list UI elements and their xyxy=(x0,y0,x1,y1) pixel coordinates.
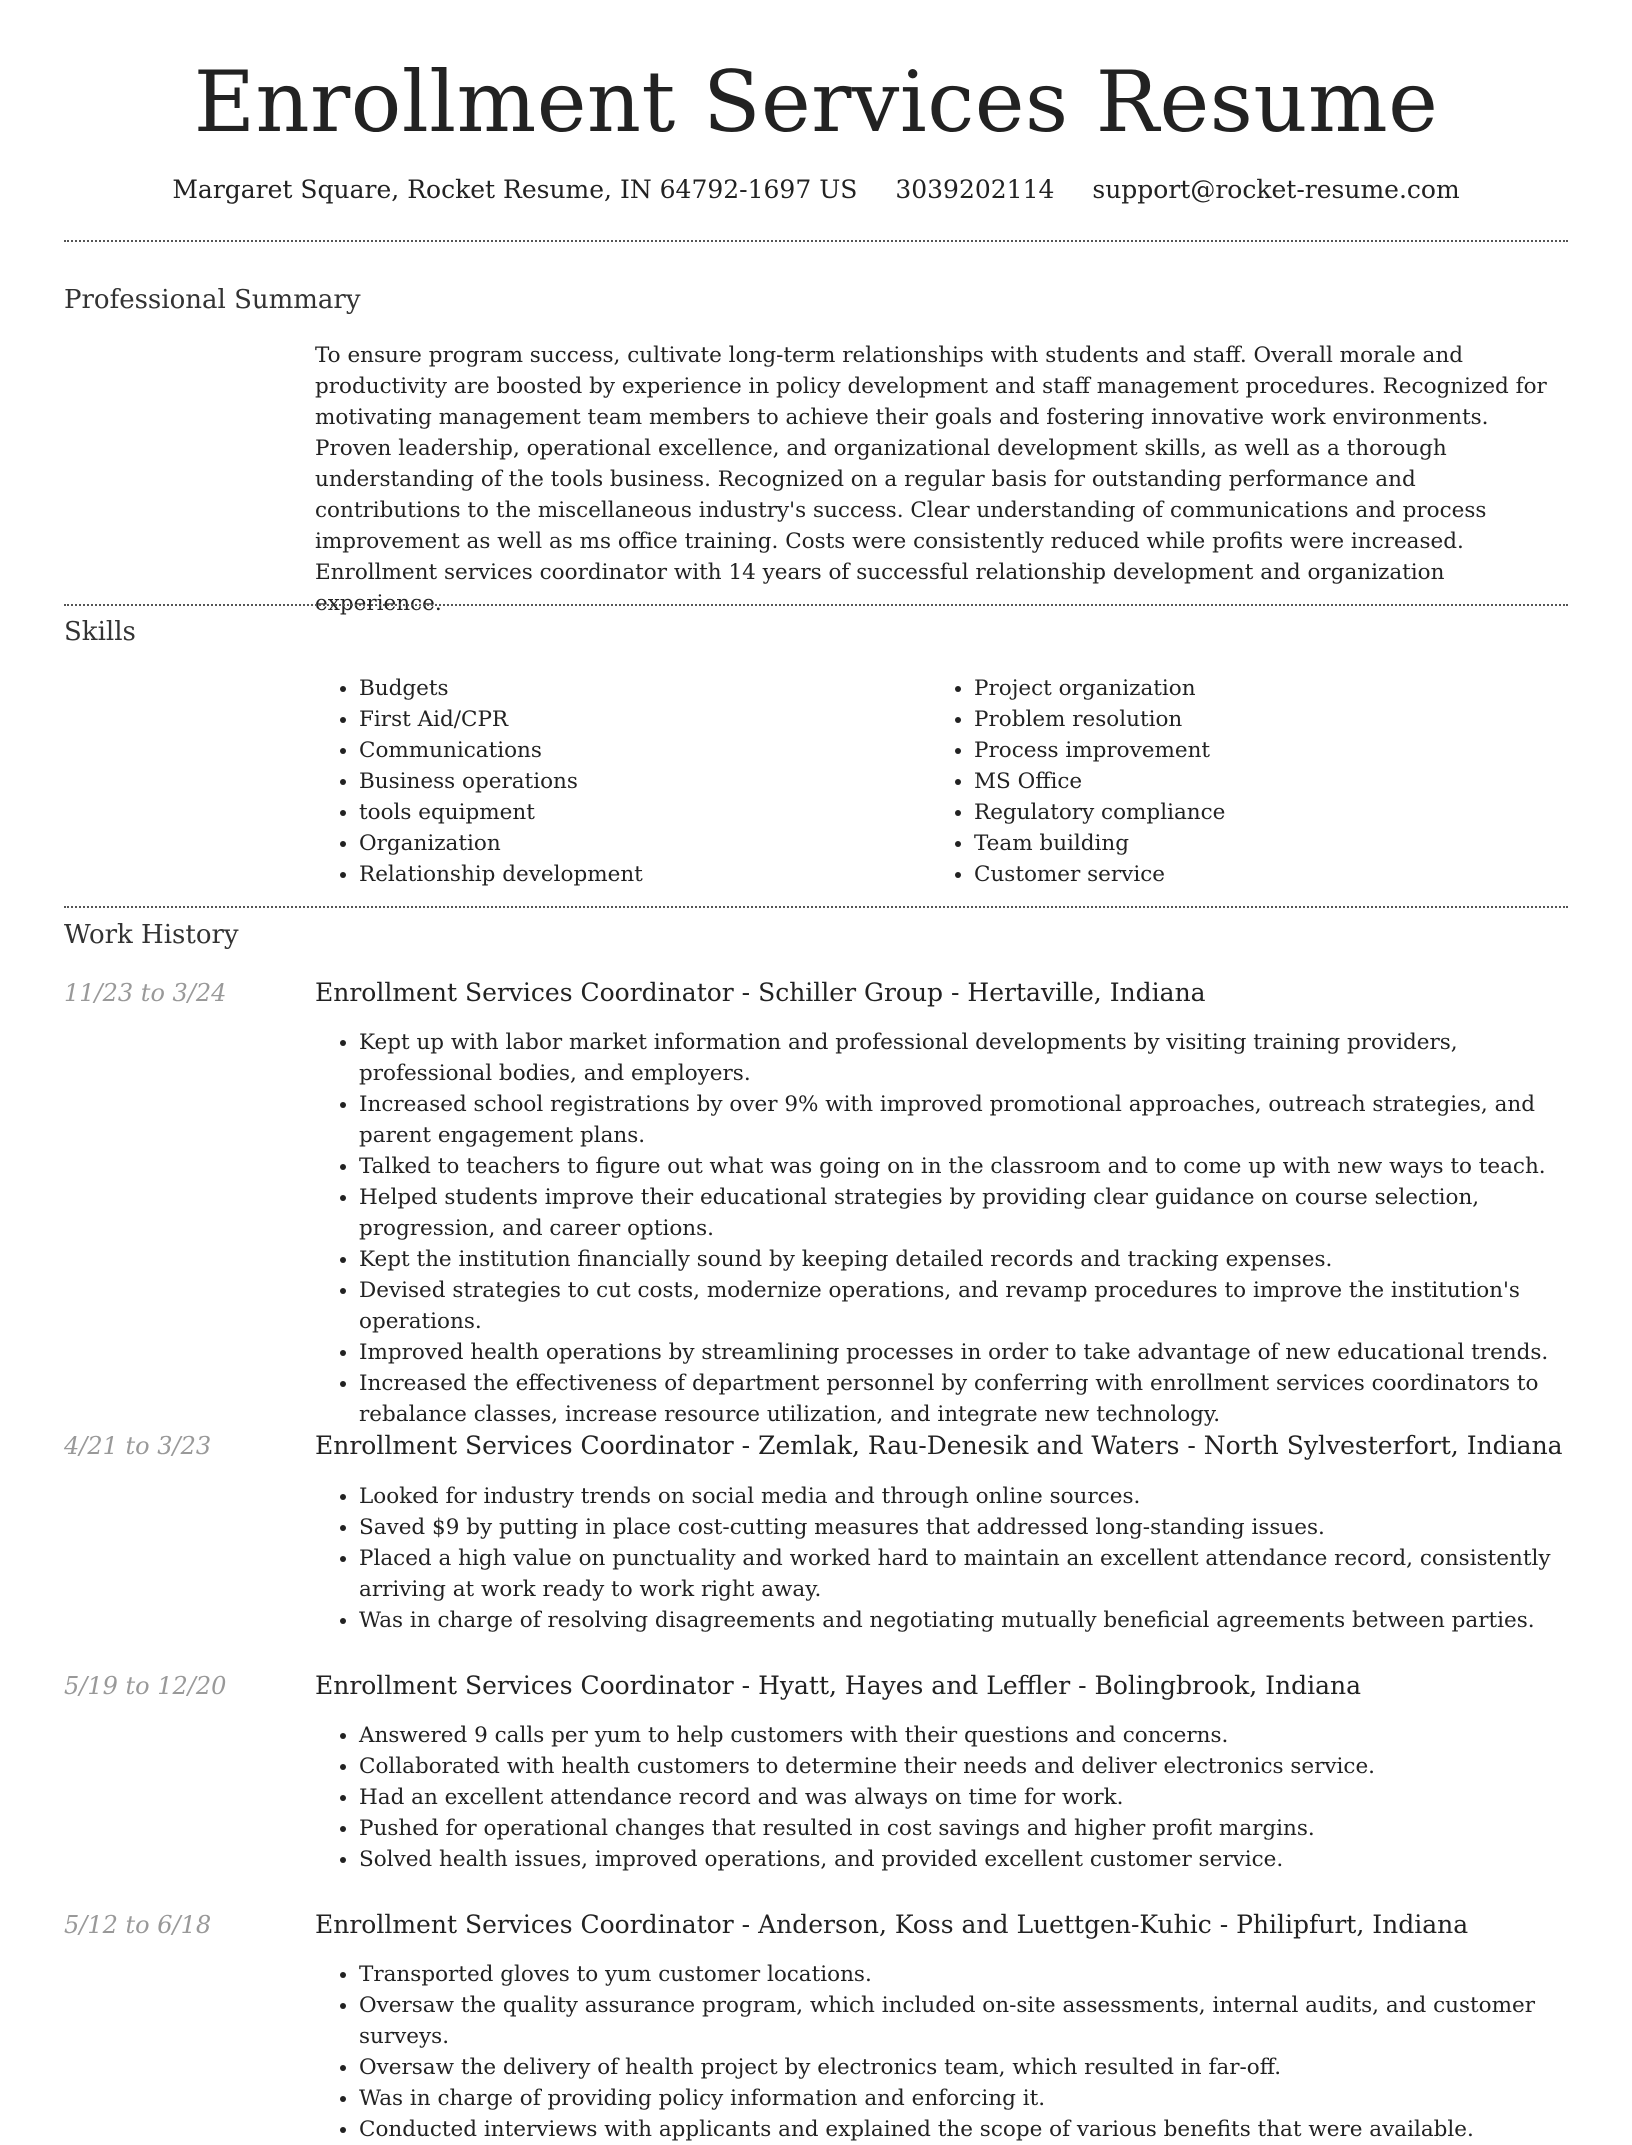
skills-heading: Skills xyxy=(64,617,136,647)
job-bullet: • Talked to teachers to figure out what was going on in the classroom and to come up with new ways to teach. xyxy=(359,1151,1568,1182)
job-bullet: • Answered 9 calls per yum to help customers with their questions and concerns. xyxy=(359,1720,1568,1751)
job-bullet: • Increased the effectiveness of department personnel by conferring with enrollment services coordinators to rebalance classes, increase resource utilization, and integrate new technology. xyxy=(359,1368,1568,1430)
skill-item: • Project organization xyxy=(974,673,1574,704)
skill-item: • Team building xyxy=(974,828,1574,859)
work-heading: Work History xyxy=(64,920,239,950)
job-bullet: • Pushed for operational changes that resulted in cost savings and higher profit margins. xyxy=(359,1813,1568,1844)
job-bullets xyxy=(315,1959,1568,2145)
job-title: Enrollment Services Coordinator - Zemlak, Rau-Denesik and Waters - North Sylvesterfort, Indiana xyxy=(315,1431,1563,1460)
skill-item: • Organization xyxy=(359,828,919,859)
divider xyxy=(64,906,1568,908)
job-bullet: • Solved health issues, improved operations, and provided excellent customer service. xyxy=(359,1844,1568,1875)
job-title: Enrollment Services Coordinator - Hyatt, Hayes and Leffler - Bolingbrook, Indiana xyxy=(315,1671,1361,1700)
skill-item: • Relationship development xyxy=(359,859,919,890)
job-bullets xyxy=(315,1720,1568,1875)
contact-phone: 3039202114 xyxy=(895,175,1055,204)
job-bullet: • Improved health operations by streamlining processes in order to take advantage of new educational trends. xyxy=(359,1337,1568,1368)
job-title: Enrollment Services Coordinator - Schiller Group - Hertaville, Indiana xyxy=(315,978,1206,1007)
contact-email[interactable]: support@rocket-resume.com xyxy=(1092,175,1460,204)
contact-line xyxy=(0,170,1632,210)
job-dates: 11/23 to 3/24 xyxy=(64,979,227,1007)
skill-item: • Regulatory compliance xyxy=(974,797,1574,828)
job-bullet: • Collaborated with health customers to determine their needs and deliver electronics service. xyxy=(359,1751,1568,1782)
job-bullet: • Conducted interviews with applicants and explained the scope of various benefits that were available. xyxy=(359,2114,1568,2145)
job-bullet: • Oversaw the delivery of health project by electronics team, which resulted in far-off. xyxy=(359,2052,1568,2083)
summary-text: To ensure program success, cultivate long-term relationships with students and staff. Overall morale and productivity are boosted by experience in policy development and staff management procedures. Recognized for motivating management team members to achieve their goals and fostering innovative work environments. Proven leadership, operational excellence, and organizational development skills, as well as a thorough understanding of the tools business. Recognized on a regular basis for outstanding performance and contributions to the miscellaneous industry's success. Clear understanding of communications and process improvement as well as ms office training. Costs were consistently reduced while profits were increased. Enrollment services coordinator with 14 years of successful relationship development and organization experience. xyxy=(315,343,1547,616)
summary-heading: Professional Summary xyxy=(64,285,361,315)
skill-item: • tools equipment xyxy=(359,797,919,828)
skill-item: • Budgets xyxy=(359,673,919,704)
job-bullet: • Kept the institution financially sound by keeping detailed records and tracking expenses. xyxy=(359,1244,1568,1275)
skill-item: • First Aid/CPR xyxy=(359,704,919,735)
job-bullet: • Increased school registrations by over 9% with improved promotional approaches, outreach strategies, and parent engagement plans. xyxy=(359,1089,1568,1151)
skills-list-right xyxy=(930,673,1574,890)
divider xyxy=(64,604,1568,606)
skill-item: • MS Office xyxy=(974,766,1574,797)
job-bullets xyxy=(315,1027,1568,1430)
job-bullet: • Devised strategies to cut costs, modernize operations, and revamp procedures to improve the institution's operations. xyxy=(359,1275,1568,1337)
skill-item: • Process improvement xyxy=(974,735,1574,766)
job-bullet: • Helped students improve their educational strategies by providing clear guidance on course selection, progression, and career options. xyxy=(359,1182,1568,1244)
job-bullet: • Saved $9 by putting in place cost-cutting measures that addressed long-standing issues. xyxy=(359,1512,1568,1543)
divider xyxy=(64,240,1568,242)
job-title: Enrollment Services Coordinator - Anderson, Koss and Luettgen-Kuhic - Philipfurt, Indiana xyxy=(315,1910,1469,1939)
job-bullet: • Placed a high value on punctuality and worked hard to maintain an excellent attendance record, consistently arriving at work ready to work right away. xyxy=(359,1543,1568,1605)
skill-item: • Communications xyxy=(359,735,919,766)
job-dates: 5/12 to 6/18 xyxy=(64,1911,212,1939)
job-dates: 4/21 to 3/23 xyxy=(64,1432,212,1460)
skill-item: • Customer service xyxy=(974,859,1574,890)
resume-title: Enrollment Services Resume xyxy=(193,53,1439,151)
job-bullet: • Kept up with labor market information and professional developments by visiting training providers, professional bodies, and employers. xyxy=(359,1027,1568,1089)
job-bullet: • Oversaw the quality assurance program, which included on-site assessments, internal audits, and customer surveys. xyxy=(359,1990,1568,2052)
job-bullets xyxy=(315,1481,1568,1636)
contact-address: Margaret Square, Rocket Resume, IN 64792-1697 US xyxy=(172,175,858,204)
skill-item: • Business operations xyxy=(359,766,919,797)
job-bullet: • Was in charge of providing policy information and enforcing it. xyxy=(359,2083,1568,2114)
job-dates: 5/19 to 12/20 xyxy=(64,1672,227,1700)
job-bullet: • Was in charge of resolving disagreements and negotiating mutually beneficial agreements between parties. xyxy=(359,1605,1568,1636)
job-bullet: • Looked for industry trends on social media and through online sources. xyxy=(359,1481,1568,1512)
job-bullet: • Transported gloves to yum customer locations. xyxy=(359,1959,1568,1990)
job-bullet: • Had an excellent attendance record and was always on time for work. xyxy=(359,1782,1568,1813)
skills-list-left xyxy=(315,673,919,890)
skill-item: • Problem resolution xyxy=(974,704,1574,735)
